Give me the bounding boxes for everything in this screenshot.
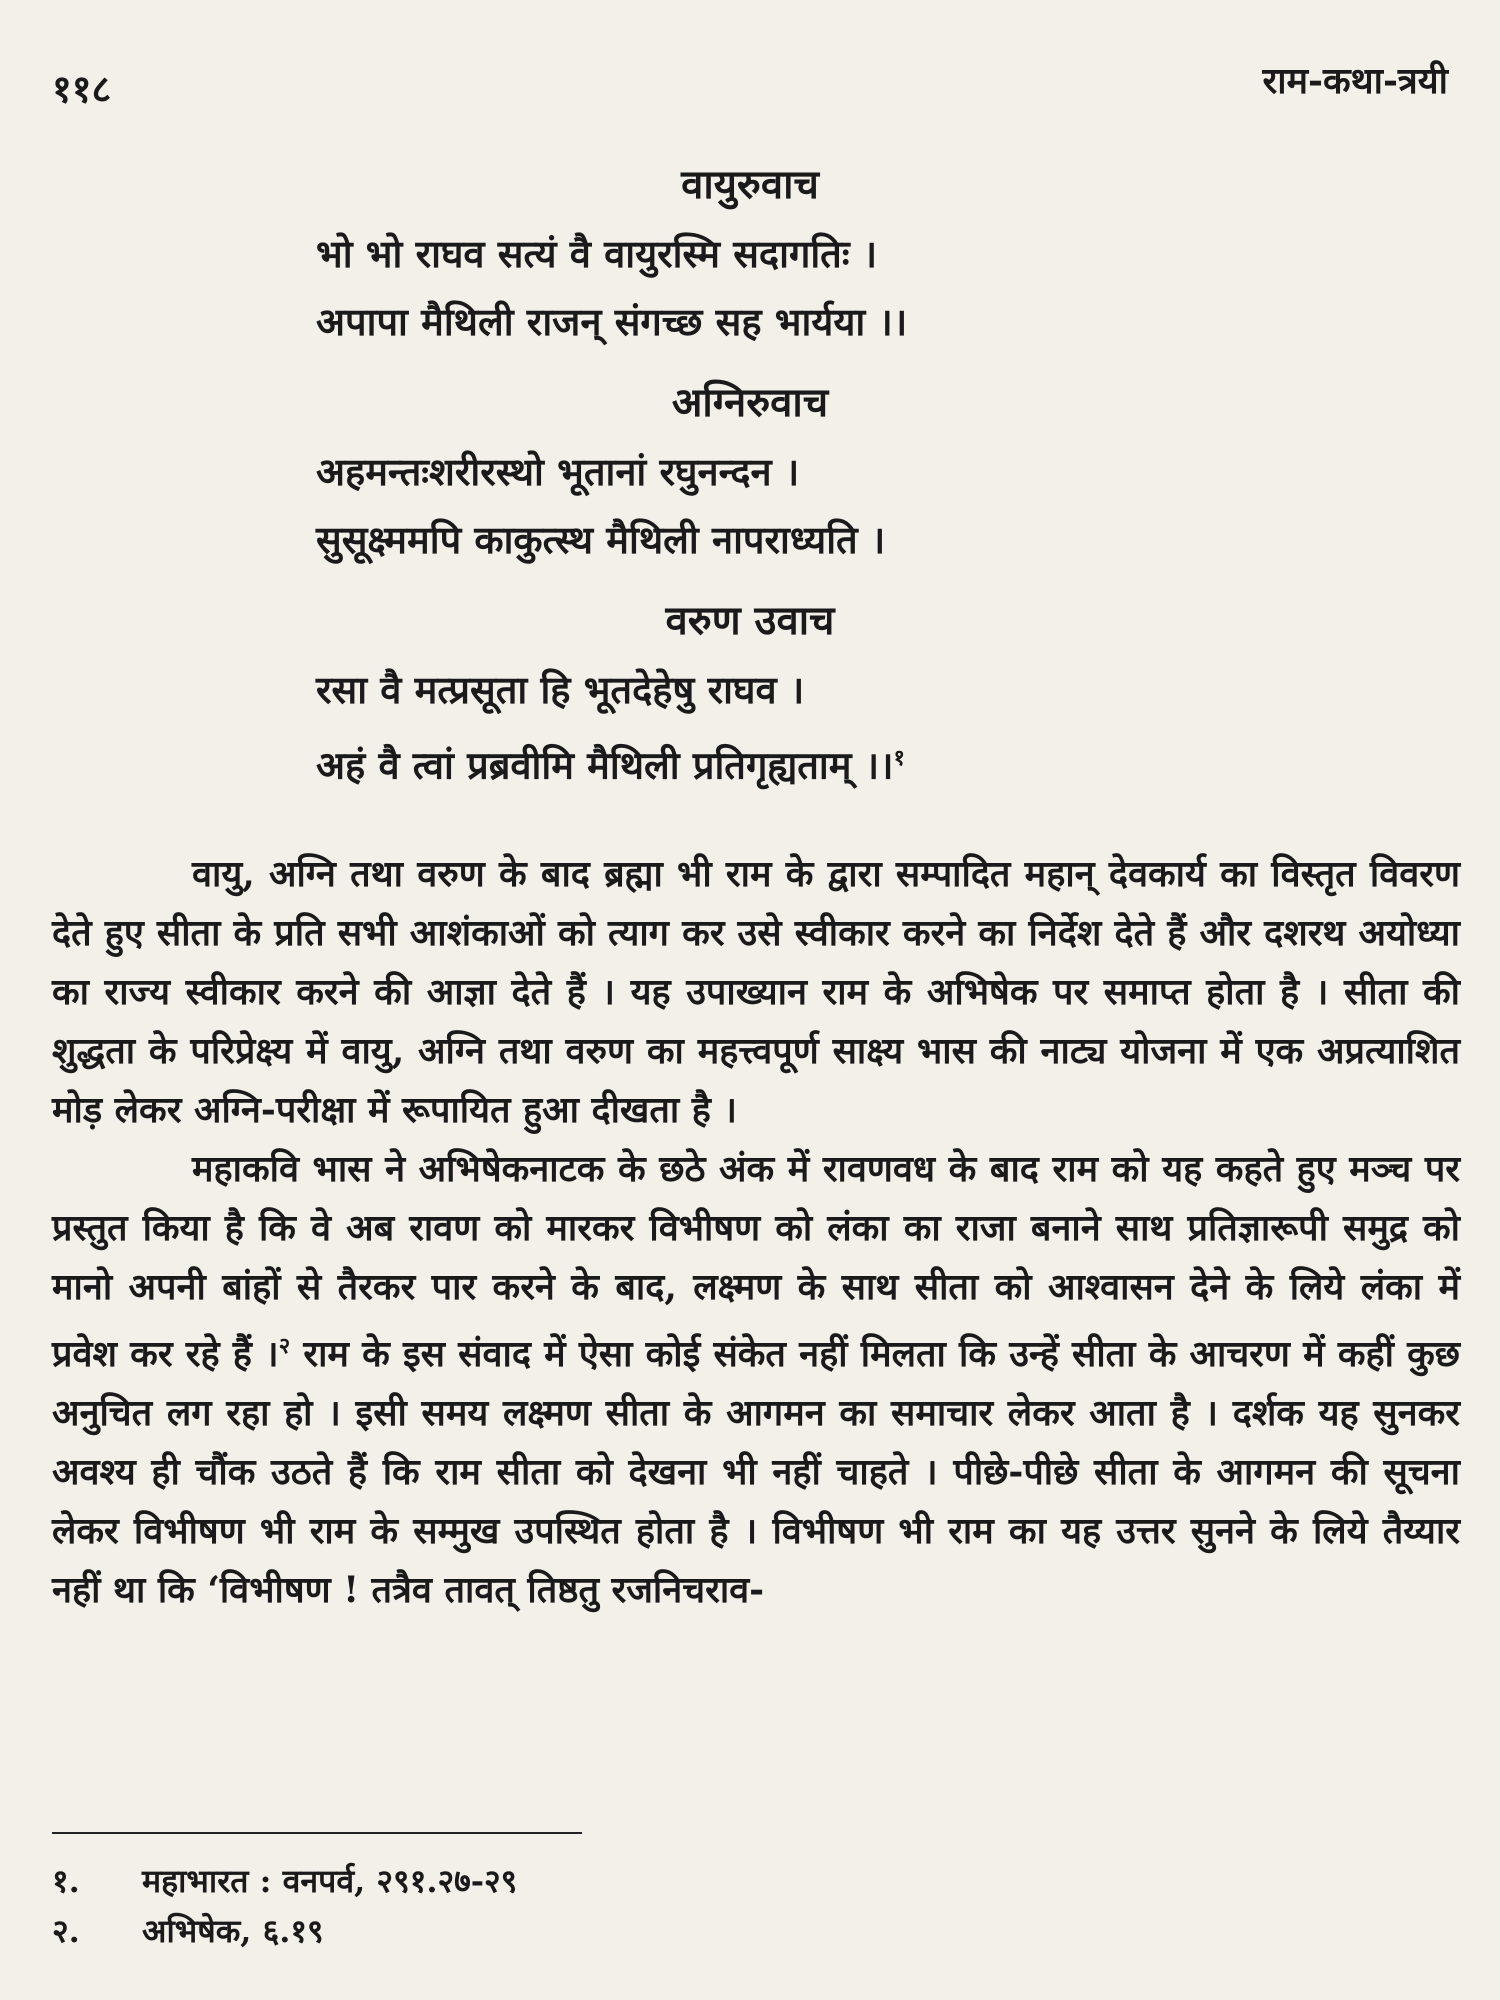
paragraph-2-part-b: राम के इस संवाद में ऐसा कोई संकेत नहीं मिलता कि उन्हें सीता के आचरण में कहीं कुछ अनुचित लग रहा हो । इसी समय लक्ष्मण सीता के आगमन का समाचार लेकर आता है । दर्शक यह सुनकर अवश्य ही चौंक उठते हैं कि राम सीता को देखना भी नहीं चाहते । पीछे-पीछे सीता के आगमन की सूचना लेकर विभीषण भी राम के सम्मुख उपस्थित होता है । विभीषण भी राम का यह उत्तर सुनने के लिये तैय्यार नहीं था कि — [52, 1333, 1460, 1611]
verse-line: रसा वै मत्प्रसूता हि भूतदेहेषु राघव । — [316, 667, 805, 712]
page-number: ११८ — [52, 66, 112, 111]
paragraph-2 — [52, 1140, 1460, 1620]
speaker-agni: अग्निरुवाच — [671, 379, 829, 426]
paragraph-1: वायु, अग्नि तथा वरुण के बाद ब्रह्मा भी राम के द्वारा सम्पादित महान् देवकार्य का विस्तृत विवरण देते हुए सीता के प्रति सभी आशंकाओं को त्याग कर उसे स्वीकार करने का निर्देश देते हैं और दशरथ अयोध्या का राज्य स्वीकार करने की आज्ञा देते हैं । यह उपाख्यान राम के अभिषेक पर समाप्त होता है । सीता की शुद्धता के परिप्रेक्ष्य में वायु, अग्नि तथा वरुण का महत्त्वपूर्ण साक्ष्य भास की नाट्य योजना में एक अप्रत्याशित मोड़ लेकर अग्नि-परीक्षा में रूपायित हुआ दीखता है । — [52, 853, 1460, 1131]
footnote-2 — [52, 1906, 517, 1956]
verse-line: अहमन्तःशरीरस्थो भूतानां रघुनन्दन । — [316, 449, 800, 494]
body-text — [52, 845, 1460, 1620]
footnote-text: महाभारत : वनपर्व, २९१.२७-२९ — [142, 1862, 518, 1900]
footnote-1 — [52, 1856, 517, 1906]
verse-line — [316, 724, 1500, 792]
running-head: राम-कथा-त्रयी — [1262, 60, 1448, 102]
verse-line-text: अहं वै त्वां प्रब्रवीमि मैथिली प्रतिगृह्यताम् ।। — [316, 742, 894, 788]
sanskrit-quote: ‘विभीषण ! तत्रैव तावत् तिष्ठतु रजनिचराव- — [207, 1569, 765, 1611]
verse-block — [0, 150, 1500, 792]
footnote-ref-2: २ — [278, 1333, 291, 1359]
paragraph-2-part-a: महाकवि भास ने अभिषेकनाटक के छठे अंक में रावणवध के बाद राम को यह कहते हुए मञ्च पर प्रस्तुत किया है कि वे अब रावण को मारकर विभीषण को लंका का राजा बनाने साथ प्रतिज्ञारूपी समुद्र को मानो अपनी बांहों से तैरकर पार करने के बाद, लक्ष्मण के साथ सीता को आश्वासन देने के लिये लंका में प्रवेश कर रहे हैं । — [52, 1148, 1460, 1375]
footnote-text: अभिषेक, ६.१९ — [142, 1912, 324, 1950]
footnote-number: १. — [52, 1862, 80, 1900]
footnote-number: २. — [52, 1912, 80, 1950]
speaker-varuna: वरुण उवाच — [665, 597, 835, 644]
verse-line: अपापा मैथिली राजन् संगच्छ सह भार्यया ।। — [316, 299, 908, 344]
verse-line: सुसूक्ष्ममपि काकुत्स्थ मैथिली नापराध्यति । — [316, 517, 886, 562]
footnote-divider — [52, 1832, 582, 1834]
verse-line: भो भो राघव सत्यं वै वायुरस्मि सदागतिः । — [316, 231, 878, 276]
footnote-ref-1: १ — [893, 745, 905, 771]
speaker-vayu: वायुरुवाच — [681, 161, 819, 208]
footnotes — [52, 1856, 517, 1956]
